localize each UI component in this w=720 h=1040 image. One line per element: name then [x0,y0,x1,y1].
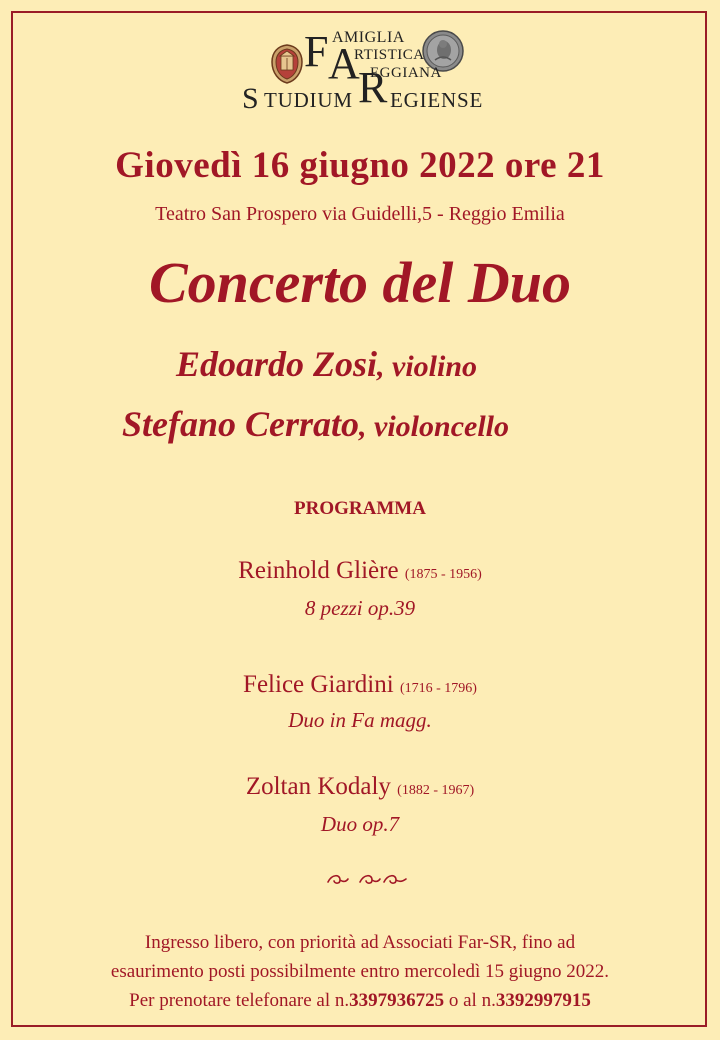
composer-years: (1716 - 1796) [399,681,477,696]
program-heading: PROGRAMMA [294,498,426,519]
composer-name: Felice Giardini [243,671,394,698]
program-piece-work: 8 pezzi op.39 [304,596,416,620]
performer-cello [122,400,509,456]
concert-title: Concerto del Duo [148,250,572,315]
logo-rtistica: RTISTICA [354,47,425,63]
logo-letter-f: F [304,27,329,76]
logo-letter-a: A [328,39,360,88]
program-piece-composer [0,554,720,592]
fleuron-ornament-icon [324,866,414,890]
performer-violin [176,340,477,396]
footer-line-1: Ingresso libero, con priorità ad Associati Far-SR, fino ad [144,932,576,953]
logo-letter-s: S [242,82,259,115]
composer-name: Zoltan Kodaly [245,773,391,800]
footer-line-2: esaurimento posti possibilmente entro mercoledì 15 giugno 2022. [110,961,610,982]
composer-years: (1882 - 1967) [397,783,475,798]
performer-name: Stefano Cerrato [122,404,360,444]
event-date: Giovedì 16 giugno 2022 ore 21 [115,145,605,186]
program-piece-composer [0,770,720,808]
phone-number-1[interactable]: 3397936725 [349,990,445,1011]
performer-role: , violino [377,350,478,383]
composer-name: Reinhold Glière [238,557,399,584]
event-venue: Teatro San Prospero via Guidelli,5 - Reggio Emilia [155,203,565,225]
city-seal-icon [270,44,304,84]
phone-number-2[interactable]: 3392997915 [495,990,591,1011]
footer-booking-mid: o al n. [444,990,496,1011]
logo-tudium: TUDIUM [264,88,353,112]
far-sr-logo [242,27,484,116]
logo-amiglia: AMIGLIA [332,29,405,46]
logo-egiense: EGIENSE [390,88,484,112]
logo-eggiana: EGGIANA [370,65,442,81]
program-piece-work: Duo in Fa magg. [288,708,432,732]
program-piece-composer [0,668,720,706]
program-piece-work: Duo op.7 [320,812,400,836]
logo-letter-r: R [358,63,388,112]
footer-line-3 [0,986,720,1015]
composer-years: (1875 - 1956) [404,567,482,582]
performer-role: , violoncello [359,410,510,443]
footer-booking-prefix: Per prenotare telefonare al n. [129,990,350,1011]
performer-name: Edoardo Zosi [176,344,378,384]
